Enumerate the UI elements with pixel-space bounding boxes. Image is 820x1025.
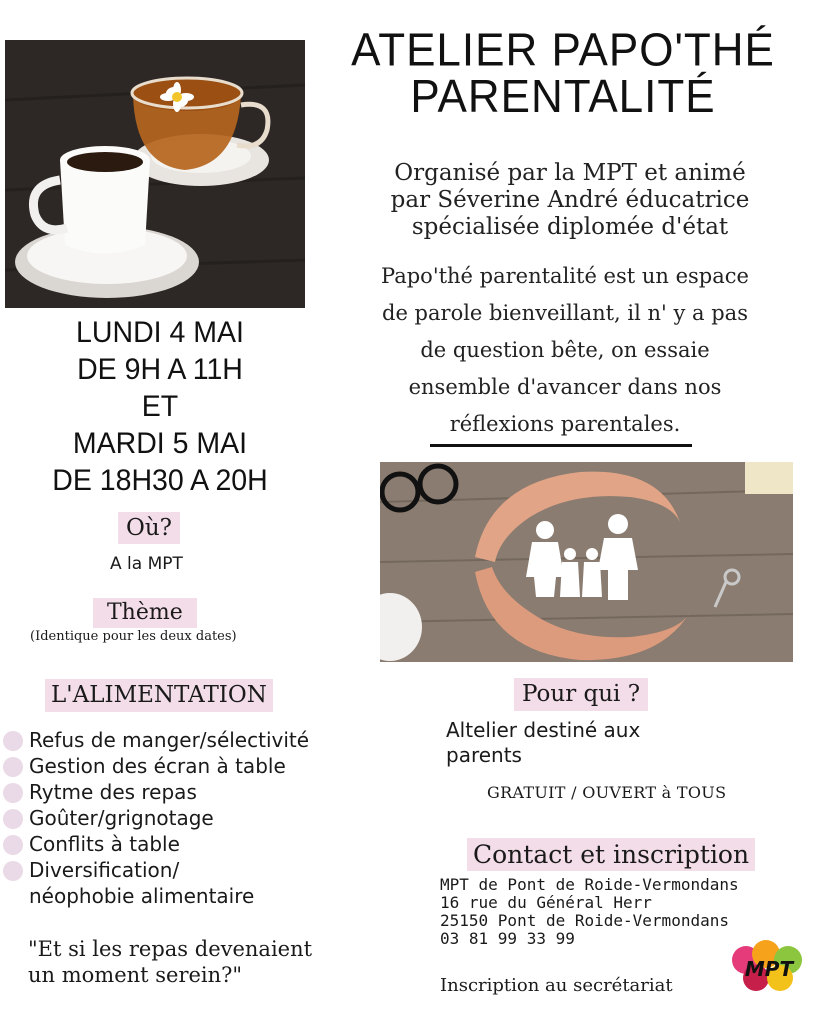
description-text [330, 258, 800, 443]
location-value: A la MPT [110, 554, 183, 574]
date-line-5: DE 18H30 A 20H [52, 464, 268, 497]
theme-label: Thème [93, 598, 197, 628]
list-item-text: Rytme des repas [29, 780, 197, 804]
audience-line-2: parents [446, 743, 522, 767]
date-line-2: DE 9H A 11H [77, 353, 243, 386]
bullet-dot [3, 757, 23, 777]
organizer-line-2: par Séverine André éducatrice [390, 187, 750, 213]
list-item-text: Refus de manger/sélectivité [29, 728, 310, 752]
organizer-line-3: spécialisée diplomée d'état [411, 214, 729, 240]
description-line-2: de parole bienveillant, il n' y a pas [382, 301, 748, 325]
theme-note: (Identique pour les deux dates) [30, 629, 237, 644]
quote-text [28, 936, 398, 988]
description-line-3: de question bête, on essaie [420, 338, 710, 362]
list-item [3, 753, 393, 779]
signup-text: Inscription au secrétariat [440, 975, 673, 996]
list-item-text: Conflits à table [29, 832, 180, 856]
audience-text [446, 718, 786, 768]
family-hands-photo [380, 462, 793, 662]
quote-line-1: "Et si les repas devenaient [28, 937, 313, 961]
title-line-2: PARENTALITÉ [410, 70, 716, 123]
list-item-text: Goûter/grignotage [29, 806, 214, 830]
list-item [3, 857, 393, 883]
bullet-dot [3, 809, 23, 829]
title-line-1: ATELIER PAPO'THÉ [351, 24, 775, 77]
list-item [3, 805, 393, 831]
list-item-text: Diversification/ [29, 858, 180, 882]
phone-number: 03 81 99 33 99 [440, 929, 575, 948]
family-hands-illustration [380, 462, 793, 662]
contact-label: Contact et inscription [467, 838, 755, 871]
list-item [3, 831, 393, 857]
date-line-3: ET [141, 390, 179, 423]
tea-cups-illustration [5, 40, 305, 308]
list-item [3, 727, 393, 753]
mpt-logo-mark [728, 938, 810, 998]
price-text: GRATUIT / OUVERT à TOUS [487, 783, 727, 802]
bullet-dot [3, 783, 23, 803]
audience-label: Pour qui ? [514, 678, 648, 711]
tea-cups-photo [5, 40, 305, 308]
theme-items-list [3, 727, 393, 909]
address-line-3: 25150 Pont de Roide-Vermondans [440, 911, 729, 930]
bullet-dot [3, 861, 23, 881]
list-item-text: Gestion des écran à table [29, 754, 286, 778]
location-label: Où? [118, 512, 180, 544]
list-item [3, 779, 393, 805]
organizer-line-1: Organisé par la MPT et animé [394, 160, 746, 186]
organizer-text [330, 160, 810, 241]
bullet-dot [3, 731, 23, 751]
description-line-4: ensemble d'avancer dans nos [408, 375, 722, 399]
quote-line-2: un moment serein?" [28, 963, 243, 987]
date-line-4: MARDI 5 MAI [72, 427, 248, 460]
address-line-1: MPT de Pont de Roide-Vermondans [440, 875, 739, 894]
logo-text: MPT [744, 957, 794, 981]
bullet-dot [3, 835, 23, 855]
address-line-2: 16 rue du Général Herr [440, 893, 652, 912]
dates-block [18, 314, 303, 499]
date-line-1: LUNDI 4 MAI [76, 316, 244, 349]
list-item-continuation [3, 883, 393, 909]
mpt-logo [728, 938, 810, 998]
audience-line-1: Altelier destiné aux [446, 718, 641, 742]
page-title [318, 24, 808, 123]
description-line-1: Papo'thé parentalité est un espace [381, 264, 749, 288]
description-line-5: réflexions parentales. [449, 412, 681, 436]
theme-topic: L'ALIMENTATION [45, 679, 273, 712]
description-divider [430, 444, 692, 447]
list-item-text: néophobie alimentaire [29, 884, 255, 908]
